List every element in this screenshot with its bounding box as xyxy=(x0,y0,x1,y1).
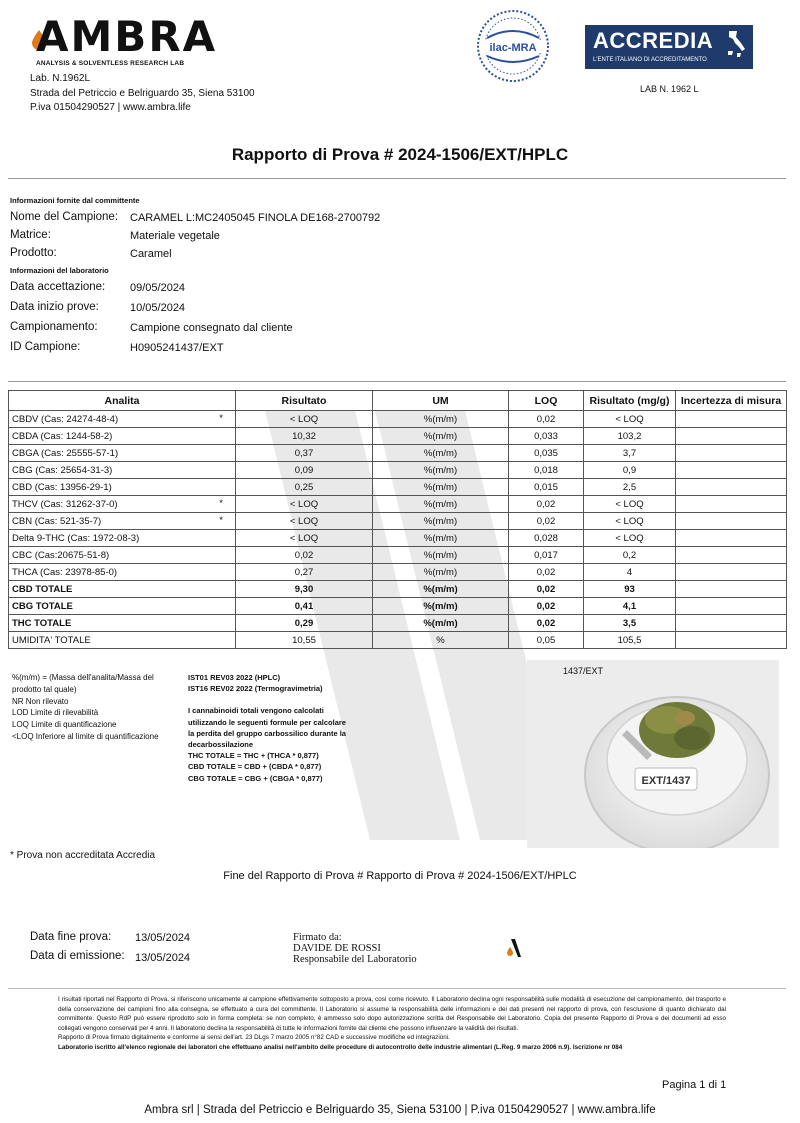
lab-info-heading: Informazioni del laboratorio xyxy=(10,266,109,275)
signer-role: Responsabile del Laboratorio xyxy=(293,954,417,965)
field-label: ID Campione: xyxy=(10,341,81,353)
result-cell-text: 0,09 xyxy=(294,464,314,476)
uncertainty-cell xyxy=(676,530,787,547)
uncertainty-cell xyxy=(676,615,787,632)
result-cell-text: < LOQ xyxy=(289,498,319,510)
registration-note: Laboratorio iscritto all'elenco regionale dei laboratori che effettuano analisi nell'ambito delle procedure di autocontrollo delle industrie alimentari (L.Reg. 9 marzo 2006 n.9). Iscrizione nr 084 xyxy=(58,1043,623,1051)
loq-cell xyxy=(509,428,584,445)
uncertainty-cell xyxy=(676,513,787,530)
field-label: Nome del Campione: xyxy=(10,211,119,223)
um-cell xyxy=(373,513,509,530)
formula-line: CBD TOTALE = CBD + (CBDA * 0,877) xyxy=(188,762,322,772)
sampling-value: Campione consegnato dal cliente xyxy=(130,322,293,334)
mgg-cell-text: < LOQ xyxy=(615,413,644,425)
analyte-cell-text: CBC (Cas:20675-51-8) xyxy=(12,549,110,561)
result-cell-text: < LOQ xyxy=(289,515,319,527)
column-header: Analita xyxy=(9,391,236,411)
analyte-cell-text: CBDV (Cas: 24274-48-4) xyxy=(12,413,119,425)
table-row xyxy=(9,564,787,581)
uncertainty-cell xyxy=(676,632,787,649)
mgg-cell xyxy=(584,445,676,462)
analyte-cell xyxy=(9,547,236,564)
um-cell-text: %(m/m) xyxy=(423,447,458,459)
ilac-text: ilac-MRA xyxy=(489,42,537,54)
analyte-cell xyxy=(9,479,236,496)
loq-cell-text: 0,05 xyxy=(536,634,556,646)
result-cell-text: 0,02 xyxy=(294,549,314,561)
non-accredited-marker: * xyxy=(219,413,223,424)
result-cell xyxy=(236,615,373,632)
table-row xyxy=(9,615,787,632)
field-label: Data inizio prove: xyxy=(10,301,99,313)
mgg-cell-text: 4 xyxy=(626,566,633,578)
loq-cell xyxy=(509,632,584,649)
analyte-cell xyxy=(9,615,236,632)
um-cell-text: %(m/m) xyxy=(423,430,458,442)
analyte-cell-text: CBD TOTALE xyxy=(12,583,73,595)
result-cell xyxy=(236,462,373,479)
analyte-cell-text: CBDA (Cas: 1244-58-2) xyxy=(12,430,113,442)
table-row xyxy=(9,445,787,462)
non-accredited-marker: * xyxy=(219,498,223,509)
container-label: EXT/1437 xyxy=(641,775,691,787)
result-cell xyxy=(236,547,373,564)
loq-cell-text: 0,02 xyxy=(536,515,556,527)
formula-line: THC TOTALE = THC + (THCA * 0,877) xyxy=(188,751,319,761)
mgg-cell-text: 2,5 xyxy=(622,481,637,493)
analyte-cell xyxy=(9,428,236,445)
date-label: Data fine prova: xyxy=(30,931,112,943)
accredia-logo xyxy=(585,25,753,69)
analyte-cell-text: THCA (Cas: 23978-85-0) xyxy=(12,566,118,578)
table-row xyxy=(9,530,787,547)
uncertainty-cell xyxy=(676,564,787,581)
um-cell xyxy=(373,598,509,615)
loq-cell-text: 0,017 xyxy=(534,549,558,561)
result-cell xyxy=(236,445,373,462)
result-cell xyxy=(236,530,373,547)
um-cell xyxy=(373,428,509,445)
results-body xyxy=(9,411,787,649)
table-row xyxy=(9,479,787,496)
result-cell-text: < LOQ xyxy=(289,532,319,544)
mgg-cell xyxy=(584,479,676,496)
mgg-cell-text: 105,5 xyxy=(617,634,642,646)
mgg-cell xyxy=(584,496,676,513)
loq-cell-text: 0,02 xyxy=(536,617,556,629)
um-cell xyxy=(373,632,509,649)
report-title: Rapporto di Prova # 2024-1506/EXT/HPLC xyxy=(231,145,569,164)
um-cell-text: %(m/m) xyxy=(423,600,458,612)
column-header: Incertezza di misura xyxy=(676,391,787,411)
result-cell xyxy=(236,598,373,615)
field-label: Campionamento: xyxy=(10,321,98,333)
result-cell-text: 0,41 xyxy=(294,600,314,612)
result-cell-text: < LOQ xyxy=(289,413,319,425)
mgg-cell-text: 3,5 xyxy=(622,617,637,629)
analyte-cell xyxy=(9,581,236,598)
loq-cell xyxy=(509,564,584,581)
loq-cell-text: 0,02 xyxy=(536,413,556,425)
issue-date: 13/05/2024 xyxy=(135,952,191,964)
table-row xyxy=(9,462,787,479)
result-cell xyxy=(236,479,373,496)
results-table xyxy=(8,390,787,649)
accredia-title: ACCREDIA xyxy=(593,28,714,53)
sample-name-value: CARAMEL L:MC2405045 FINOLA DE168-2700792 xyxy=(130,212,381,224)
mgg-cell-text: < LOQ xyxy=(615,515,644,527)
method-line: IST16 REV02 2022 (Termogravimetria) xyxy=(188,684,323,694)
um-cell-text: %(m/m) xyxy=(423,464,458,476)
address-line: P.iva 01504290527 | www.ambra.life xyxy=(30,102,191,113)
result-cell-text: 10,32 xyxy=(292,430,316,442)
table-row xyxy=(9,428,787,445)
analyte-cell xyxy=(9,496,236,513)
table-row xyxy=(9,598,787,615)
um-cell xyxy=(373,581,509,598)
mgg-cell xyxy=(584,598,676,615)
um-cell xyxy=(373,462,509,479)
loq-cell xyxy=(509,598,584,615)
analyte-cell-text: CBGA (Cas: 25555-57-1) xyxy=(12,447,119,459)
divider xyxy=(8,178,786,179)
uncertainty-cell xyxy=(676,428,787,445)
loq-cell-text: 0,033 xyxy=(534,430,558,442)
mgg-cell xyxy=(584,411,676,428)
sample-id-value: H0905241437/EXT xyxy=(130,342,224,354)
um-cell xyxy=(373,547,509,564)
mgg-cell-text: 103,2 xyxy=(617,430,642,442)
loq-cell-text: 0,02 xyxy=(536,583,556,595)
methods-block xyxy=(188,672,348,784)
analyte-cell xyxy=(9,598,236,615)
logo-subtitle: ANALYSIS & SOLVENTLESS RESEARCH LAB xyxy=(36,60,185,67)
mgg-cell-text: 0,9 xyxy=(622,464,637,476)
analyte-cell-text: THCV (Cas: 31262-37-0) xyxy=(12,498,118,510)
non-accredited-note: * Prova non accreditata Accredia xyxy=(10,850,156,861)
product-value: Caramel xyxy=(130,248,172,260)
loq-cell-text: 0,02 xyxy=(536,566,556,578)
matrix-value: Materiale vegetale xyxy=(130,230,220,242)
result-cell xyxy=(236,581,373,598)
legend-line: <LOQ Inferiore al limite di quantificazione xyxy=(12,731,159,741)
table-header-row xyxy=(9,391,787,411)
result-cell xyxy=(236,496,373,513)
legend-line: %(m/m) = (Massa dell'analita/Massa del prodotto tal quale) xyxy=(12,673,154,694)
test-start-date-value: 10/05/2024 xyxy=(130,302,186,314)
result-cell-text: 10,55 xyxy=(292,634,316,646)
um-cell-text: %(m/m) xyxy=(423,413,458,425)
loq-cell-text: 0,028 xyxy=(534,532,558,544)
loq-cell xyxy=(509,547,584,564)
acceptance-date-value: 09/05/2024 xyxy=(130,282,186,294)
result-cell-text: 9,30 xyxy=(294,583,314,595)
italy-map-icon xyxy=(725,29,747,59)
um-cell-text: %(m/m) xyxy=(423,583,458,595)
analyte-cell-text: UMIDITA' TOTALE xyxy=(12,634,91,646)
signature-line: Firmato da: xyxy=(293,932,342,943)
mgg-cell-text: 4,1 xyxy=(622,600,637,612)
uncertainty-cell xyxy=(676,581,787,598)
divider xyxy=(8,988,786,989)
photo-caption: 1437/EXT xyxy=(563,666,604,676)
ilac-mra-logo xyxy=(475,8,551,84)
loq-cell xyxy=(509,615,584,632)
table-row xyxy=(9,632,787,649)
mgg-cell xyxy=(584,428,676,445)
legend-line: LOD Limite di rilevabilità xyxy=(12,708,99,718)
result-cell-text: 0,29 xyxy=(294,617,314,629)
uncertainty-cell xyxy=(676,598,787,615)
result-cell xyxy=(236,411,373,428)
mgg-cell xyxy=(584,462,676,479)
analyte-cell-text: CBG (Cas: 25654-31-3) xyxy=(12,464,113,476)
uncertainty-cell xyxy=(676,496,787,513)
analyte-cell xyxy=(9,513,236,530)
loq-cell-text: 0,018 xyxy=(534,464,558,476)
result-cell-text: 0,27 xyxy=(294,566,314,578)
loq-cell-text: 0,015 xyxy=(534,481,558,493)
mgg-cell xyxy=(584,564,676,581)
um-cell-text: %(m/m) xyxy=(423,532,458,544)
column-header: LOQ xyxy=(509,391,584,411)
field-label: Matrice: xyxy=(10,229,51,241)
mgg-cell-text: < LOQ xyxy=(615,532,644,544)
analyte-cell xyxy=(9,445,236,462)
table-row xyxy=(9,513,787,530)
mgg-cell xyxy=(584,530,676,547)
result-cell xyxy=(236,513,373,530)
table-row xyxy=(9,411,787,428)
field-label: Prodotto: xyxy=(10,247,57,259)
uncertainty-cell xyxy=(676,547,787,564)
accredia-subtitle: L'ENTE ITALIANO DI ACCREDITAMENTO xyxy=(593,57,707,63)
table-row xyxy=(9,581,787,598)
mgg-cell xyxy=(584,615,676,632)
column-header: Risultato xyxy=(236,391,373,411)
table-row xyxy=(9,496,787,513)
non-accredited-marker: * xyxy=(219,515,223,526)
um-cell-text: %(m/m) xyxy=(423,549,458,561)
um-cell-text: %(m/m) xyxy=(423,617,458,629)
table-row xyxy=(9,547,787,564)
loq-cell xyxy=(509,479,584,496)
digital-signature-note: Rapporto di Prova firmato digitalmente e conforme ai sensi dell'art. 23 DLgs 7 marzo 2005 n°82 CAD e successive modifiche ed integrazioni. xyxy=(58,1034,450,1042)
analyte-cell xyxy=(9,632,236,649)
legend-line: LOQ Limite di quantificazione xyxy=(12,720,117,730)
loq-cell xyxy=(509,530,584,547)
um-cell-text: %(m/m) xyxy=(423,481,458,493)
divider xyxy=(8,381,786,382)
analyte-cell xyxy=(9,411,236,428)
loq-cell xyxy=(509,411,584,428)
units-legend xyxy=(12,672,177,743)
mgg-cell xyxy=(584,581,676,598)
um-cell xyxy=(373,564,509,581)
mgg-cell xyxy=(584,547,676,564)
footer: Ambra srl | Strada del Petriccio e Belriguardo 35, Siena 53100 | P.iva 01504290527 | www.ambra.life xyxy=(144,1104,656,1116)
loq-cell-text: 0,02 xyxy=(536,600,556,612)
loq-cell xyxy=(509,581,584,598)
uncertainty-cell xyxy=(676,479,787,496)
formula-line: CBG TOTALE = CBG + (CBGA * 0,877) xyxy=(188,773,323,783)
uncertainty-cell xyxy=(676,462,787,479)
result-cell xyxy=(236,428,373,445)
uncertainty-cell xyxy=(676,445,787,462)
sample-container-image xyxy=(527,660,779,848)
um-cell-text: % xyxy=(436,634,445,646)
um-cell-text: %(m/m) xyxy=(423,498,458,510)
result-cell xyxy=(236,564,373,581)
address-line: Strada del Petriccio e Belriguardo 35, Siena 53100 xyxy=(30,87,255,99)
test-end-date: 13/05/2024 xyxy=(135,932,191,944)
analyte-cell-text: CBG TOTALE xyxy=(12,600,73,612)
method-line: IST01 REV03 2022 (HPLC) xyxy=(188,673,281,682)
mgg-cell-text: 93 xyxy=(624,583,635,595)
um-cell-text: %(m/m) xyxy=(423,566,458,578)
loq-cell-text: 0,02 xyxy=(536,498,556,510)
sample-photo xyxy=(527,660,779,848)
mgg-cell-text: < LOQ xyxy=(615,498,644,510)
loq-cell xyxy=(509,496,584,513)
field-label: Data accettazione: xyxy=(10,281,106,293)
analyte-cell xyxy=(9,462,236,479)
ambra-mark-icon xyxy=(507,939,523,957)
lab-number: LAB N. 1962 L xyxy=(640,84,699,94)
um-cell xyxy=(373,615,509,632)
analyte-cell xyxy=(9,530,236,547)
mgg-cell xyxy=(584,632,676,649)
loq-cell xyxy=(509,513,584,530)
lab-address xyxy=(30,72,255,116)
mgg-cell-text: 3,7 xyxy=(622,447,637,459)
methods-description: I cannabinoidi totali vengono calcolati utilizzando le seguenti formule per calcolare la perdita del gruppo carbossilico durante la decarbossilazione xyxy=(188,706,346,750)
analyte-cell-text: THC TOTALE xyxy=(12,617,72,629)
loq-cell xyxy=(509,462,584,479)
legend-line: NR Non rilevato xyxy=(12,696,69,706)
client-info-heading: Informazioni fornite dal committente xyxy=(10,196,140,205)
um-cell xyxy=(373,479,509,496)
um-cell-text: %(m/m) xyxy=(423,515,458,527)
disclaimer xyxy=(58,995,726,1053)
mgg-cell xyxy=(584,513,676,530)
result-cell-text: 0,25 xyxy=(294,481,314,493)
result-cell-text: 0,37 xyxy=(294,447,314,459)
analyte-cell-text: CBD (Cas: 13956-29-1) xyxy=(12,481,112,493)
column-header: Risultato (mg/g) xyxy=(584,391,676,411)
loq-cell xyxy=(509,445,584,462)
um-cell xyxy=(373,530,509,547)
page-number: Pagina 1 di 1 xyxy=(662,1079,727,1091)
loq-cell-text: 0,035 xyxy=(534,447,558,459)
address-line: Lab. N.1962L xyxy=(30,73,91,84)
analyte-cell-text: Delta 9-THC (Cas: 1972-08-3) xyxy=(12,532,140,544)
um-cell xyxy=(373,445,509,462)
ambra-logo xyxy=(28,12,228,72)
mgg-cell-text: 0,2 xyxy=(622,549,637,561)
signature-block xyxy=(293,932,417,965)
disclaimer-paragraph: I risultati riportati nel Rapporto di Prova, si riferiscono unicamente al campione effettivamente sottoposto a prova, così come ricevuto. Il Laboratorio declina ogni responsabilità sulle modalità di esecuzione del campionamento, del trasporto e della conservazione dei campioni fino alla consegna, se effettuato a cura del committente. Il Laboratorio si assume la responsabilità delle informazioni e dei dati presenti nel rapporto di prova, con l'esclusione di quanto dichiarato dal committente. Questo RdP può essere riprodotto solo in forma completa: se non completo, è ammesso solo dopo autorizzazione scritta del Responsabile del Laboratorio. Copia del presente Rapporto di Prova e dei documenti ad esso collegati vengono conservati per 4 anni. Il laboratorio declina la responsabilità di tutte le informazioni fornite dal cliente che possono influenzare la validità dei risultati. xyxy=(58,996,726,1032)
um-cell xyxy=(373,411,509,428)
signer-name: DAVIDE DE ROSSI xyxy=(293,943,381,954)
logo-text: AMBRA xyxy=(36,12,218,61)
analyte-cell-text: CBN (Cas: 521-35-7) xyxy=(12,515,102,527)
column-header: UM xyxy=(373,391,509,411)
result-cell xyxy=(236,632,373,649)
analyte-cell xyxy=(9,564,236,581)
date-label: Data di emissione: xyxy=(30,950,125,962)
um-cell xyxy=(373,496,509,513)
uncertainty-cell xyxy=(676,411,787,428)
end-of-report: Fine del Rapporto di Prova # Rapporto di Prova # 2024-1506/EXT/HPLC xyxy=(223,870,577,882)
